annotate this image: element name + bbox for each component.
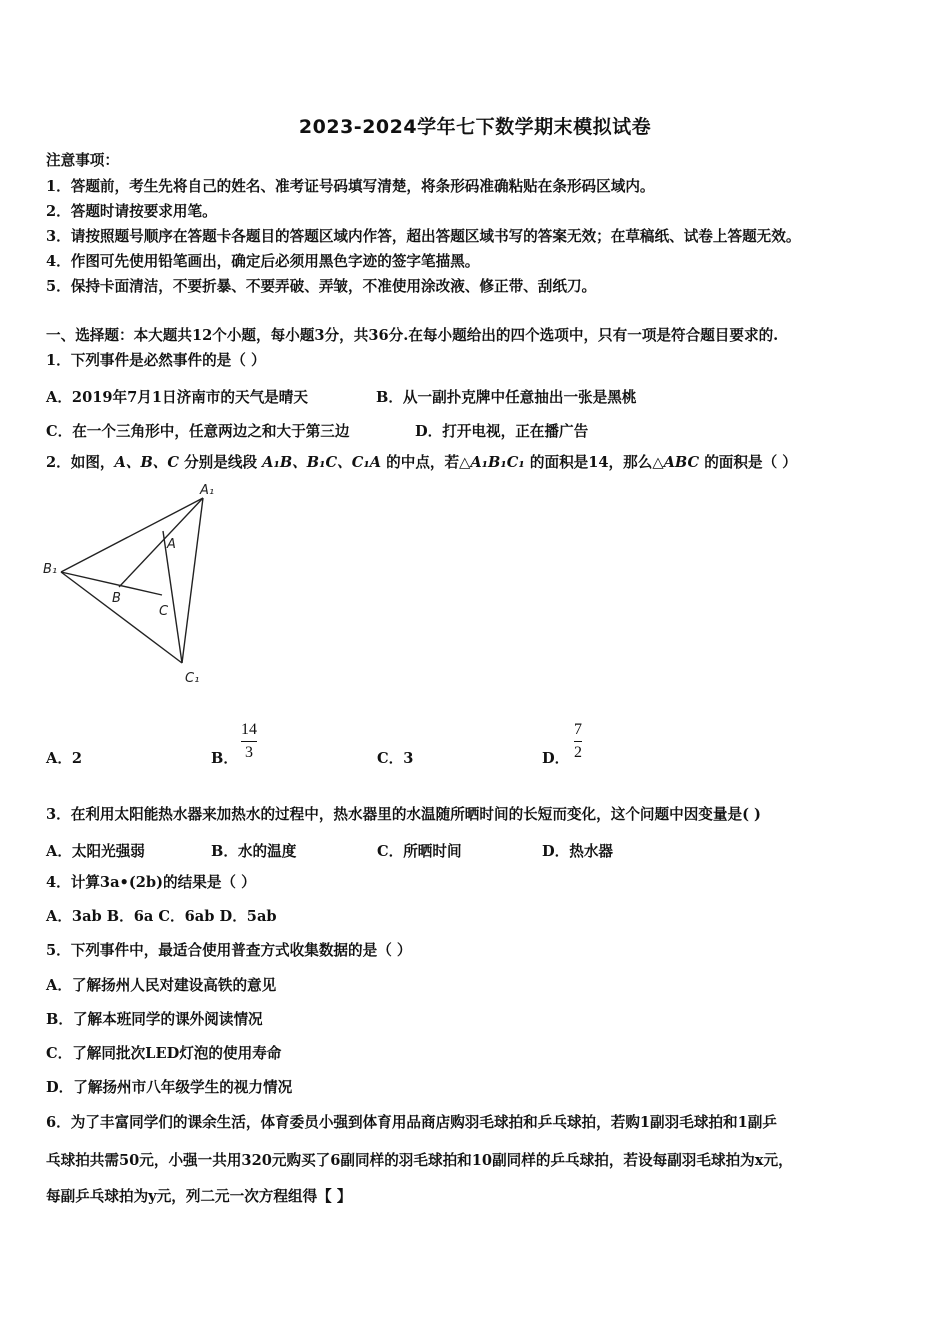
label-a: A <box>167 537 176 552</box>
q2-stem: 2．如图，A、B、C 分别是线段 A₁B、B₁C、C₁A 的中点，若△A₁B₁C₁ 的面积是14，那么△ABC 的面积是（ ） <box>46 454 797 471</box>
label-a1: A₁ <box>200 483 215 498</box>
q5-stem: 5．下列事件中，最适合使用普查方式收集数据的是（ ） <box>46 942 412 959</box>
notice-item-3: 3．请按照题号顺序在答题卡各题目的答题区域内作答，超出答题区域书写的答案无效；在草稿纸、试卷上答题无效。 <box>46 228 801 245</box>
q5-option-b: B．了解本班同学的课外阅读情况 <box>46 1011 263 1028</box>
notice-item-2: 2．答题时请按要求用笔。 <box>46 203 217 220</box>
page-title: 2023-2024学年七下数学期末模拟试卷 <box>298 116 652 138</box>
q3-option-a: A．太阳光强弱 <box>46 843 145 860</box>
notice-item-4: 4．作图可先使用铅笔画出，确定后必须用黑色字迹的签字笔描黑。 <box>46 253 480 270</box>
q2-option-b-fraction: 14 3 <box>241 721 257 761</box>
q6-line-2: 乓球拍共需50元，小强一共用320元购买了6副同样的羽毛球拍和10副同样的乒乓球拍，若设每副羽毛球拍为x元， <box>46 1152 793 1169</box>
q1-option-c: C．在一个三角形中，任意两边之和大于第三边 <box>46 423 350 440</box>
notice-item-1: 1．答题前，考生先将自己的姓名、准考证号码填写清楚，将条形码准确粘贴在条形码区域内。 <box>46 178 655 195</box>
label-b1: B₁ <box>43 562 58 577</box>
notice-item-5: 5．保持卡面清洁，不要折暴、不要弄破、弄皱，不准使用涂改液、修正带、刮纸刀。 <box>46 278 597 295</box>
q2-option-a: A．2 <box>46 750 83 767</box>
triangle-figure <box>40 478 240 693</box>
q4-stem: 4．计算3a•(2b)的结果是（ ） <box>46 874 256 891</box>
label-c: C <box>159 604 169 619</box>
q2-option-d-label: D． <box>542 750 570 767</box>
q3-option-d: D．热水器 <box>542 843 614 860</box>
q6-line-3: 每副乒乓球拍为y元，列二元一次方程组得【 】 <box>46 1188 352 1205</box>
section-heading: 一、选择题：本大题共12个小题，每小题3分，共36分.在每小题给出的四个选项中，只有一项是符合题目要求的. <box>46 327 779 344</box>
q3-option-b: B．水的温度 <box>211 843 297 860</box>
q1-option-d: D．打开电视，正在播广告 <box>415 423 589 440</box>
q1-option-a: A．2019年7月1日济南市的天气是晴天 <box>46 389 308 406</box>
notice-heading: 注意事项： <box>46 152 119 169</box>
q6-line-1: 6．为了丰富同学们的课余生活，体育委员小强到体育用品商店购羽毛球拍和乒乓球拍，若购1副羽毛球拍和1副乒 <box>46 1114 777 1131</box>
q2-option-c: C．3 <box>377 750 414 767</box>
q5-option-c: C．了解同批次LED灯泡的使用寿命 <box>46 1045 282 1062</box>
label-c1: C₁ <box>185 671 200 686</box>
label-b: B <box>112 591 121 606</box>
q1-stem: 1．下列事件是必然事件的是（ ） <box>46 352 266 369</box>
q2-option-d-fraction: 7 2 <box>574 721 582 761</box>
q5-option-a: A．了解扬州人民对建设高铁的意见 <box>46 977 277 994</box>
q5-option-d: D．了解扬州市八年级学生的视力情况 <box>46 1079 293 1096</box>
q4-options: A．3ab B．6a C．6ab D．5ab <box>46 908 277 925</box>
q3-stem: 3．在利用太阳能热水器来加热水的过程中，热水器里的水温随所晒时间的长短而变化，这个问题中因变量是( ) <box>46 806 761 823</box>
q3-option-c: C．所晒时间 <box>377 843 462 860</box>
q1-option-b: B．从一副扑克牌中任意抽出一张是黑桃 <box>376 389 637 406</box>
q2-option-b-label: B． <box>211 750 238 767</box>
